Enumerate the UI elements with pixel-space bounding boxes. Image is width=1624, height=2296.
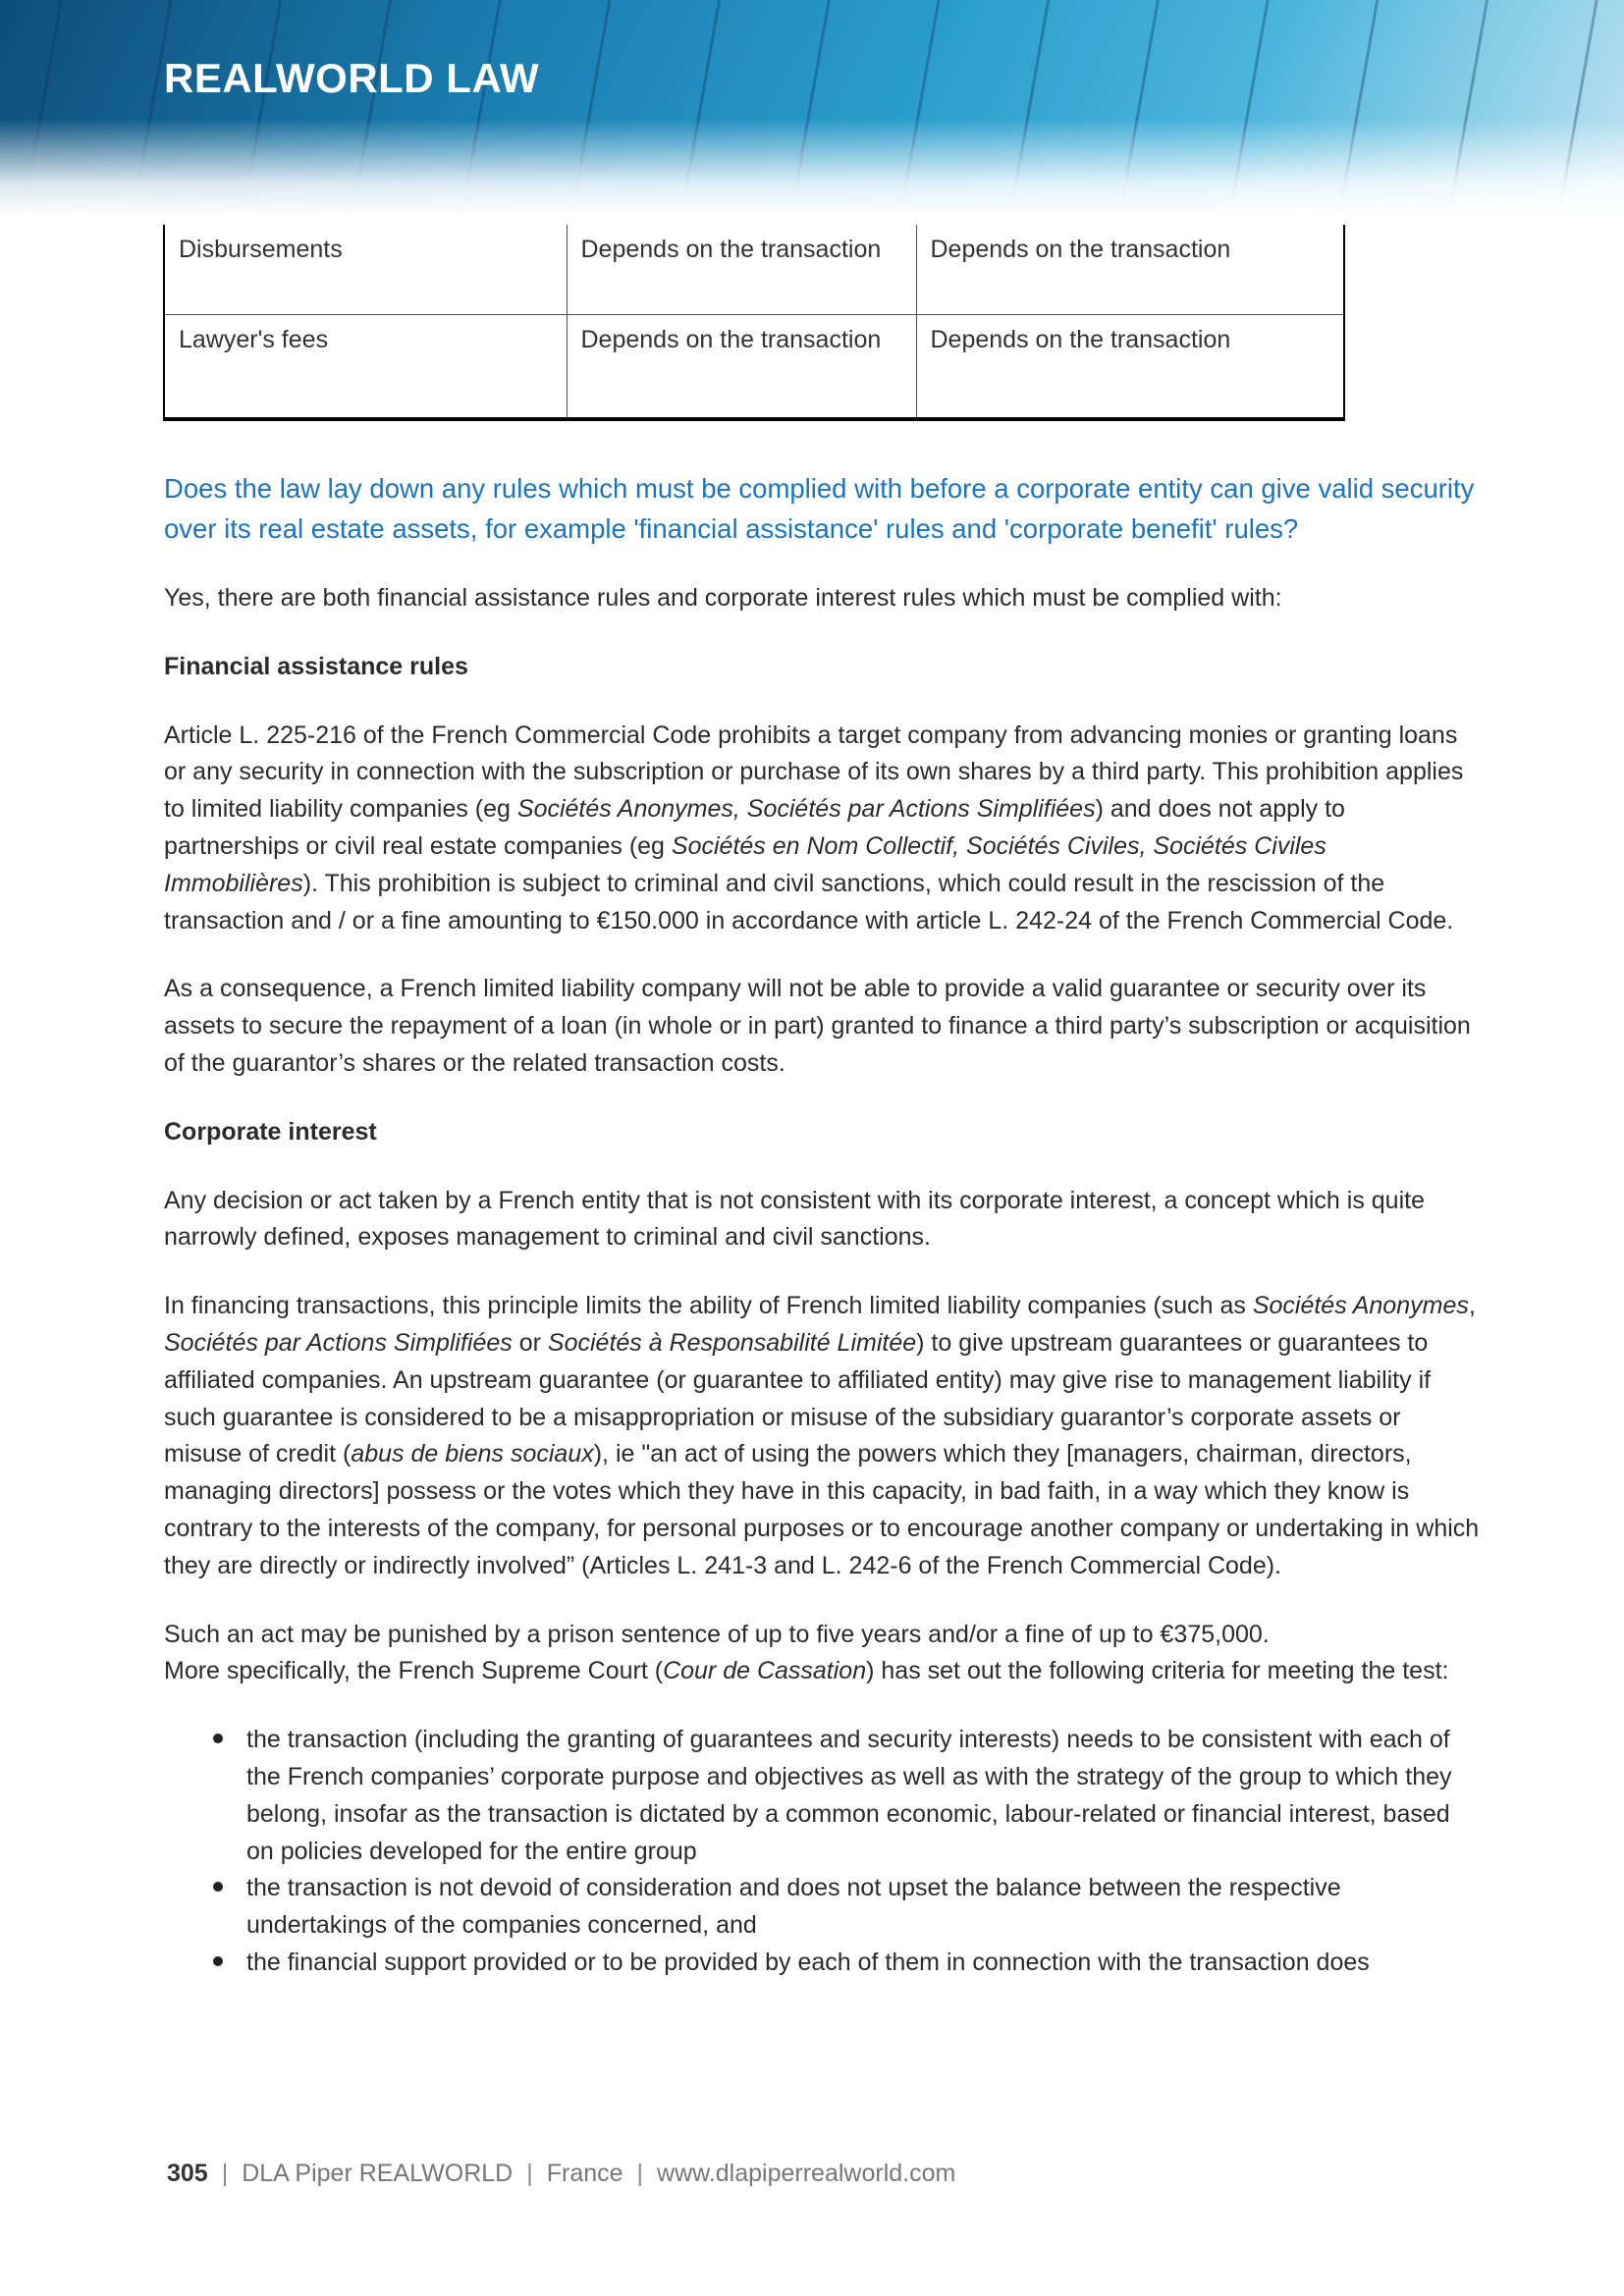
corporate-interest-heading: Corporate interest bbox=[164, 1117, 377, 1146]
table-cell: Disbursements bbox=[164, 225, 567, 314]
italic-text: Sociétés en Nom Collectif, Sociétés Civiles, Sociétés Civiles Immobilières bbox=[164, 831, 1326, 897]
fees-table bbox=[163, 225, 1345, 421]
question-heading: Does the law lay down any rules which must be complied with before a corporate entity can give valid security over its real estate assets, for example 'financial assistance' rules and 'corporate benefit' rules? bbox=[164, 473, 1475, 544]
text: ), ie "an act of using the powers which they [managers, chairman, directors, managing directors] possess or the votes which they have in this capacity, in bad faith, in a way which they know is contrary to the interests of the company, for personal purposes or to encourage another company or undertaking in which they are directly or indirectly involved” (Articles L. 241-3 and L. 242-6 of the French Commercial Code). bbox=[164, 1440, 1480, 1579]
separator: | bbox=[221, 2160, 229, 2187]
list-item: the transaction is not devoid of consideration and does not upset the balance between the respective undertakings of the companies concerned, and bbox=[164, 1870, 1480, 1945]
list-item: the transaction (including the granting of guarantees and security interests) needs to be consistent with each of the French companies’ corporate purpose and objectives as well as with the strategy of the group to which they belong, insofar as the transaction is dictated by a common economic, labour-related or financial interest, based on policies developed for the entire group bbox=[164, 1722, 1480, 1870]
consequence-paragraph: As a consequence, a French limited liability company will not be able to provide a valid guarantee or security over its assets to secure the repayment of a loan (in whole or in part) granted to finance a third party’s subscription or acquisition of the guarantor’s shares or the related transaction costs. bbox=[164, 975, 1471, 1077]
financing-paragraph bbox=[164, 1288, 1480, 1584]
table-cell: Depends on the transaction bbox=[567, 314, 916, 419]
text: , bbox=[1468, 1292, 1476, 1320]
financial-assistance-paragraph bbox=[164, 718, 1480, 940]
italic-text: Sociétés Anonymes bbox=[1252, 1292, 1469, 1320]
page-footer bbox=[167, 2160, 955, 2188]
text: In financing transactions, this principle limits the ability of French limited liability companies (such as bbox=[164, 1292, 1253, 1320]
publication-name: DLA Piper REALWORLD bbox=[242, 2160, 514, 2187]
text: ) to give upstream guarantees or guarantees to affiliated companies. An upstream guarantee (or guarantee to affiliated entity) may give rise to management liability if such guarantee is considered to be a misappropriation or misuse of the subsidiary guarantor’s corporate assets or misuse of credit ( bbox=[164, 1328, 1432, 1468]
italic-text: Cour de Cassation bbox=[663, 1657, 867, 1685]
criteria-paragraph bbox=[164, 1653, 1480, 1690]
italic-text: Sociétés Anonymes, Sociétés par Actions Simplifiées bbox=[516, 795, 1096, 824]
header-banner bbox=[0, 0, 1624, 216]
italic-text: Sociétés à Responsabilité Limitée bbox=[547, 1328, 917, 1357]
table-cell: Depends on the transaction bbox=[916, 314, 1344, 419]
penalty-paragraph: Such an act may be punished by a prison sentence of up to five years and/or a fine of up to €375,000. bbox=[164, 1620, 1270, 1648]
corporate-interest-paragraph: Any decision or act taken by a French entity that is not consistent with its corporate interest, a concept which is quite narrowly defined, exposes management to criminal and civil sanctions. bbox=[164, 1186, 1425, 1252]
italic-text: Sociétés par Actions Simplifiées bbox=[164, 1328, 513, 1357]
text: ) has set out the following criteria for meeting the test: bbox=[866, 1657, 1449, 1685]
table-row bbox=[164, 314, 1344, 419]
table-cell: Depends on the transaction bbox=[567, 225, 916, 314]
intro-paragraph: Yes, there are both financial assistance rules and corporate interest rules which must be complied with: bbox=[164, 584, 1282, 612]
criteria-list bbox=[164, 1722, 1480, 1982]
financial-assistance-heading: Financial assistance rules bbox=[164, 652, 468, 680]
main-content bbox=[164, 468, 1480, 1982]
country: France bbox=[546, 2160, 623, 2187]
table-cell: Lawyer's fees bbox=[164, 314, 567, 419]
list-item: the financial support provided or to be provided by each of them in connection with the transaction does bbox=[164, 1945, 1480, 1982]
text: or bbox=[512, 1328, 548, 1357]
italic-text: abus de biens sociaux bbox=[351, 1440, 594, 1468]
page-number: 305 bbox=[167, 2160, 208, 2187]
text: More specifically, the French Supreme Court ( bbox=[164, 1657, 664, 1685]
table-cell: Depends on the transaction bbox=[916, 225, 1344, 314]
website-link[interactable]: www.dlapiperrealworld.com bbox=[657, 2160, 956, 2187]
separator: | bbox=[636, 2160, 644, 2187]
text: Article L. 225-216 of the French Commercial Code prohibits a target company from advancing monies or granting loans or any security in connection with the subscription or purchase of its own shares by a third party. This prohibition applies to limited liability companies (eg bbox=[164, 721, 1464, 824]
header-title: REALWORLD LAW bbox=[164, 55, 540, 101]
table-row bbox=[164, 225, 1344, 314]
separator: | bbox=[526, 2160, 533, 2187]
text: ). This prohibition is subject to criminal and civil sanctions, which could result in the rescission of the transaction and / or a fine amounting to €150.000 in accordance with article L. 242-24 of the French Commercial Code. bbox=[164, 869, 1454, 934]
text: ) and does not apply to partnerships or civil real estate companies (eg bbox=[164, 795, 1345, 860]
